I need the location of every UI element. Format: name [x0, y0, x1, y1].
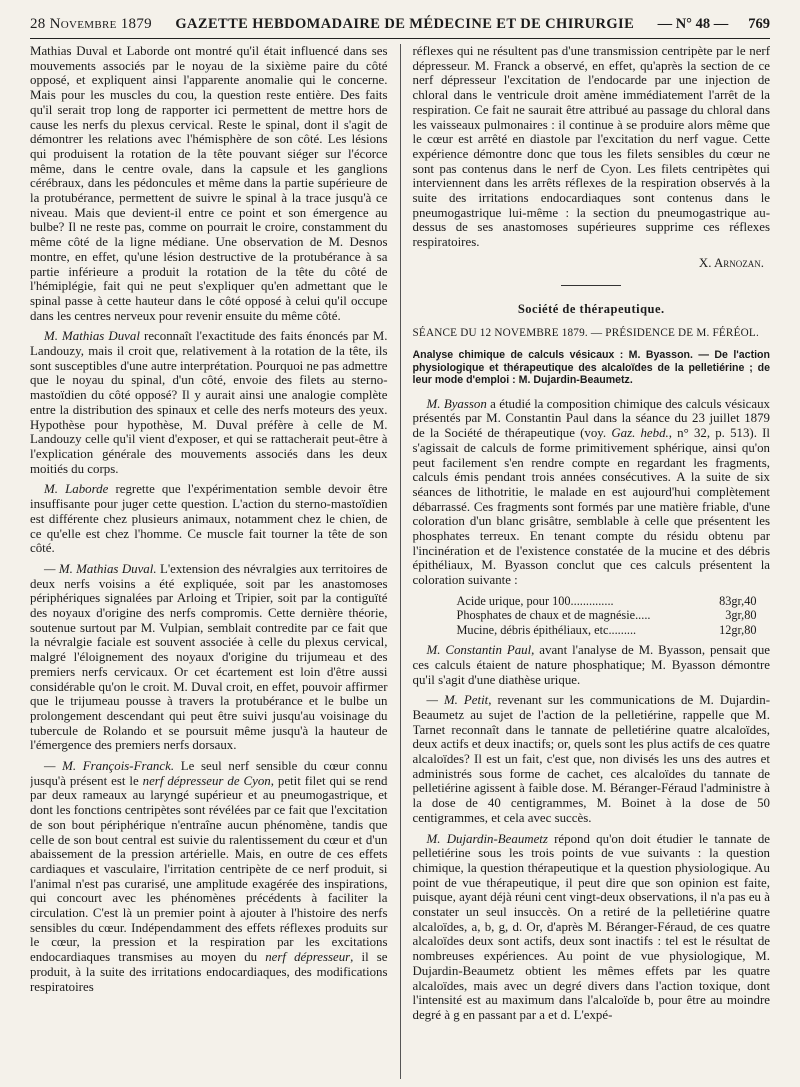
speaker-name: — M. Petit — [426, 693, 489, 708]
speaker-name: — M. Mathias Duval. — [44, 561, 157, 576]
session-heading: SÉANCE DU 12 NOVEMBRE 1879. — PRÉSIDENCE DE M. FÉRÉOL. — [412, 327, 759, 340]
running-header — [30, 10, 770, 39]
paragraph: M. Dujardin-Beaumetz répond qu'on doit étudier le tannate de pelletiérine sous les trois points de vue suivants : la question chimique, la question thérapeutique et la question physiologique. Au point de vue thérapeutique, il peut dire que son opinion est faite, puisque, ayant déjà réuni cent vingt-deux observations, il n'a pas eu à constater un seul insuccès. On a retiré de la pelletiérine quatre alcaloïdes, a, b, g, d. Or, d'après M. Béranger-Féraud, de ces quatre alcaloïdes deux sont actifs, deux sont inactifs : tel est le résultat de nombreuses expériences. Au point de vue physiologique, M. Dujardin-Beaumetz obtient les mêmes effets par les quatre alcaloïdes, mais avec un degré divers dans l'action toxique, dont l'intensité est au maximum dans l'alcaloïde b, pour être au moindre degré à g en passant par a et d. L'expé- — [412, 831, 770, 1022]
speaker-name: — M. François-Franck. — [44, 759, 175, 774]
paragraph: réflexes qui ne résultent pas d'une transmission centripète par le nerf dépresseur. M. Franck a observé, en effet, qu'après la section de ce nerf dépresseur l'excitation de l'endocarde par une injection de chloral dans le ventricule droit amène immédiatement l'arrêt de la respiration. Ce fait ne saurait être attribué au passage du chloral dans les vaisseaux pulmonaires : il continue à se produire alors même que le cœur est arrêté en diastole par l'excitation du nerf vague. Cette expérience démontre donc que tous les filets sensibles du cœur ne sont pas contenus dans le nerf de Cyon. Les filets centripètes qui interviennent dans les arrêts réflexes de la respiration observés à la suite des irritations endocardiaques sont contenus dans le pneumogastrique lui-même : la section du pneumogastrique au-dessus de ses anastomoses supérieures supprime ces réflexes respiratoires. — [412, 44, 770, 250]
paragraph: — M. Petit, revenant sur les communications de M. Dujardin-Beaumetz au sujet de l'action de la pelletiérine, rappelle que M. Tarnet reconnaît dans le tannate de pelletiérine quatre alcaloïdes, deux actifs et deux inactifs; or, quels sont les plus actifs de ces quatre alcaloïdes? Il est un fait, c'est que, non divisés les uns des autres et administrés sous forme de cachet, ces alcaloïdes du tannate de pelletiérine agissent à faible dose. M. Béranger-Féraud l'administre à la dose de 40 centigrammes, M. Boinet à la dose de 50 centigrammes, et cela avec succès. — [412, 693, 770, 825]
speaker-name: M. Constantin Paul — [426, 643, 532, 658]
left-column — [30, 44, 388, 1079]
paragraph: M. Byasson a étudié la composition chimique des calculs vésicaux présentés par M. Constantin Paul dans la séance du 23 juillet 1879 de la Société de thérapeutique (voy. Gaz. hebd., n° 32, p. 513). Il s'agissait de calculs de forme primitivement sphérique, ainsi qu'on peut facilement s'en rendre compte en regardant les fragments, calculs émis pendant trois années consécutives. A la suite de six séances de lithotritie, le malade en est aujourd'hui complètement débarrassé. Ces fragments sont formés par une matière friable, d'une coloration d'un blanc grisâtre, semblable à celle que présentent les phosphates terreux. En tenant compte du résidu obtenu par l'incinération et de l'existence constatée de la mucine et des débris épithéliaux, M. Byasson conclut que ces calculs présentent la coloration suivante : — [412, 396, 770, 588]
header-date: 28 Novembre 1879 — [30, 15, 152, 32]
session-summary: Analyse chimique de calculs vésicaux : M. Byasson. — De l'action physiologique et thérapeutique des alcaloïdes de la pelletiérine ; de leur mode d'emploi : M. Dujardin-Beaumetz. — [412, 348, 770, 387]
paragraph: Mathias Duval et Laborde ont montré qu'il était influencé dans ses mouvements associés par le noyau de la sixième paire du côté opposé, et expliquent ainsi l'apparente anomalie qui le concerne. Mais pour les muscles du cou, la question reste entière. Des faits qu'il serait trop long de rapporter ici permettent de mettre hors de cause les nerfs du plexus cervical. Reste le spinal, dont il s'agit de démontrer les relations avec l'hémisphère de son côté. Les lésions qui produisent la rotation de la tête pouvant siéger sur l'écorce même, dans le centre ovale, dans la capsule et les ganglions cérébraux, dans les pédoncules et même dans la partie supérieure de la protubérance, permettent de suivre le spinal à la trace jusqu'à ce niveau. Mais que devient-il entre ce point et son émergence au bulbe? Il ne reste pas, comme on pourrait le croire, constamment du même côté de la ligne médiane. Une observation de M. Desnos montre, en effet, qu'une lésion destructive de la protubérance à sa partie inférieure a produit la rotation de la tête du côté de l'hémiplégie, fait qui ne peut s'expliquer qu'en admettant que le spinal passe à cette hauteur dans le côté opposé à celui qu'il occupe dans les centres nerveux pour revenir ensuite du même côté. — [30, 44, 388, 323]
paragraph: — M. Mathias Duval. L'extension des névralgies aux territoires de deux nerfs voisins a été expliquée, soit par les anastomoses périphériques signalées par Arloing et Tripier, soit par la contiguïté des noyaux d'origine des nerfs compromis. Cette dernière théorie, soutenue surtout par M. Vulpian, semblait contredite par ce fait que la névralgie faciale est souvent associée à celle du plexus cervical, malgré l'éloignement des noyaux d'origine du trijumeau et des premiers nerfs cervicaux. Or cet écartement est loin d'être aussi considérable qu'on le croit. M. Duval croit, en effet, pouvoir affirmer que le trijumeau pousse à travers la protubérance et le bulbe un prolongement descendant qui peut être suivi jusqu'au voisinage du tubercule de Rolando et se poursuit même jusqu'à la hauteur de l'émergence des premiers nerfs dorsaux. — [30, 561, 388, 753]
column-rule — [400, 44, 401, 1079]
speaker-name: M. Byasson — [426, 396, 487, 411]
section-divider — [561, 285, 621, 286]
composition-row: Acide urique, pour 100.............. 83gr,40 — [456, 593, 757, 608]
page-number: 769 — [748, 15, 770, 32]
paragraph: M. Mathias Duval reconnaît l'exactitude des faits énoncés par M. Landouzy, mais il croit que, relativement à la rotation de la tête, ils sont susceptibles d'une autre interprétation. Pourquoi ne pas admettre que le noyau du spinal, d'un côté, envoie des filets au sterno-mastoïdien du côté opposé? Il y aurait ainsi une analogie complète entre la distribution des spinaux et celle des nerfs moteurs des yeux. Hypothèse pour hypothèse, M. Duval préfère à celle de M. Landouzy celle qu'il vient d'exposer, et qui se rattacherait peut-être à l'explication générale des mouvements associés dans les deux moitiés du corps. — [30, 329, 388, 476]
journal-title: GAZETTE HEBDOMADAIRE DE MÉDECINE ET DE CHIRURGIE — [175, 15, 635, 32]
speaker-name: M. Laborde — [44, 482, 109, 497]
paragraph: M. Laborde regrette que l'expérimentation semble devoir être insuffisante pour juger cette question. L'action du sterno-mastoïdien est différente chez plusieurs animaux, notamment chez le chien, de ce qu'elle est chez l'homme. Ce muscle fait tourner la tête de son côté. — [30, 482, 388, 556]
paragraph: M. Constantin Paul, avant l'analyse de M. Byasson, pensait que ces calculs étaient de nature phosphatique; M. Byasson démontre qu'il s'agit d'une diathèse urique. — [412, 643, 770, 687]
issue-number: — N° 48 — — [657, 15, 729, 32]
author-signature: X. Arnozan. — [698, 255, 764, 270]
speaker-name: M. Dujardin-Beaumetz — [426, 831, 548, 846]
composition-table — [457, 594, 771, 637]
section-title: Société de thérapeutique. — [517, 301, 665, 316]
composition-row: Phosphates de chaux et de magnésie..... 3gr,80 — [456, 608, 757, 623]
composition-row: Mucine, débris épithéliaux, etc......... 12gr,80 — [456, 622, 757, 637]
paragraph: — M. François-Franck. Le seul nerf sensible du cœur connu jusqu'à présent est le nerf dépresseur de Cyon, petit filet qui se rend par deux rameaux au laryngé supérieur et au pneumogastrique, et dont les fonctions centripètes sont révélées par ce fait que l'excitation de son bout périphérique n'entraîne aucun phénomène, tandis que celle de son bout central est suivie du ralentissement du cœur et d'un abaissement de la pression artérielle. Mais, en outre de ces effets cardiaques et vasculaire, l'irritation centripète de ce nerf produit, si l'animal n'est pas curarisé, une amplitude exagérée des inspirations, qui concourt avec les phénomènes précédents à faciliter la circulation. C'est là un premier point à ajouter à l'histoire des nerfs sensibles du cœur. Indépendamment des effets réflexes produits sur le cœur, la pression et la respiration par les excitations endocardiaques transmises au moyen du nerf dépresseur, il se produit, à la suite des irritations endocardiaques, des modifications respiratoires — [30, 759, 388, 994]
speaker-name: M. Mathias Duval — [44, 329, 140, 344]
right-column — [413, 44, 771, 1079]
